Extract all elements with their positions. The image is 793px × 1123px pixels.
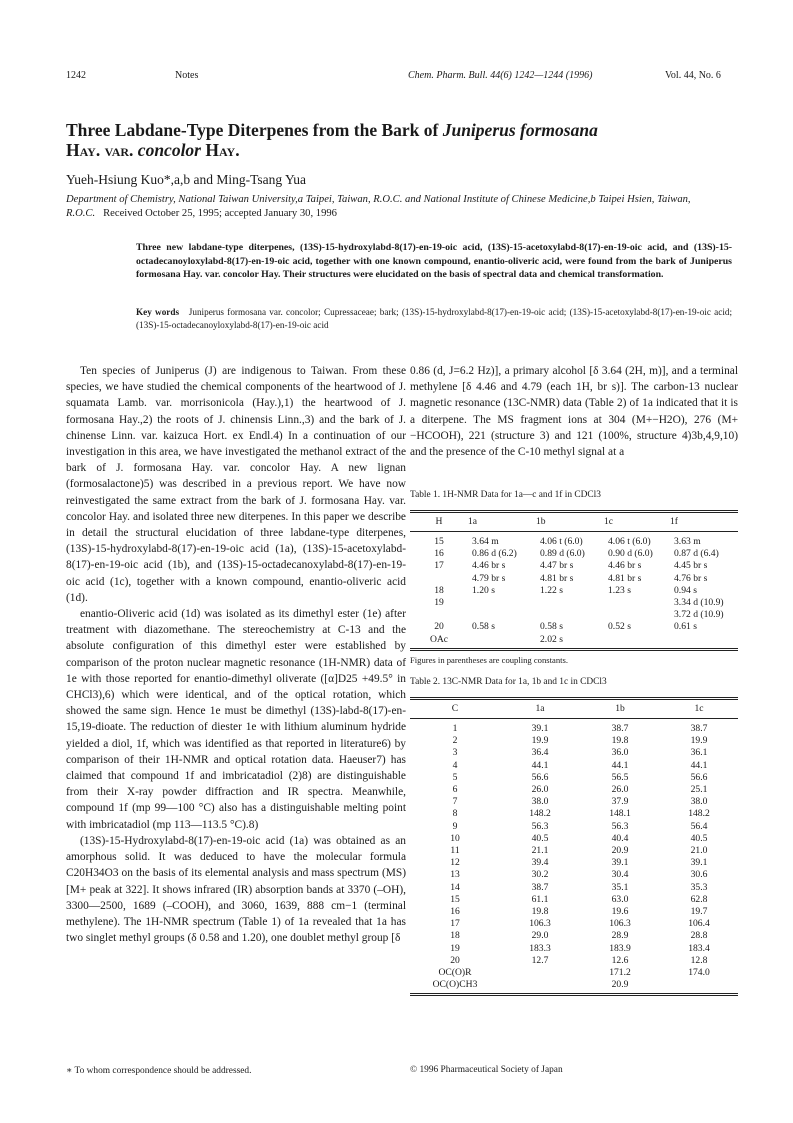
table2-row bbox=[410, 857, 738, 869]
table1-cell: 0.94 s bbox=[674, 584, 697, 596]
table2-cell: 61.1 bbox=[531, 893, 549, 905]
table1-cell: 1.20 s bbox=[472, 584, 495, 596]
table2-cell: 16 bbox=[450, 906, 460, 918]
table2-cell: 29.0 bbox=[531, 930, 549, 942]
table1-cell: 0.89 d (6.0) bbox=[540, 548, 585, 560]
table1-header-cell: 1b bbox=[536, 512, 604, 532]
table2-cell: 11 bbox=[450, 845, 460, 857]
table2-cell: 36.1 bbox=[690, 747, 708, 759]
table2-cell: 19.8 bbox=[531, 906, 549, 918]
table2-cell bbox=[500, 979, 580, 995]
table1-cell: 1.23 s bbox=[608, 584, 631, 596]
table2-cell: 5 bbox=[452, 771, 458, 783]
body-left-column bbox=[66, 363, 406, 946]
table2-cell: 56.5 bbox=[611, 771, 629, 783]
table2-cell: 56.6 bbox=[531, 771, 549, 783]
table2-cell: 2 bbox=[452, 735, 458, 747]
table1-row bbox=[410, 585, 738, 597]
table1-caption: Table 1. 1H-NMR Data for 1a—c and 1f in CDCl3 bbox=[410, 490, 601, 500]
table1-cell: 0.58 s bbox=[472, 621, 495, 633]
table2-cell: 37.9 bbox=[611, 796, 629, 808]
table2-cell: 13 bbox=[450, 869, 460, 881]
table2-cell: 19.6 bbox=[611, 906, 629, 918]
body-paragraph: (13S)-15-Hydroxylabd-8(17)-en-19-oic acid (1a) was obtained as an amorphous solid. It was deduced to have the molecular formula C20H34O3 on the basis of its elemental analysis and mass spectrum (MS) [M+ peak at 322]. It shows infrared (IR) absorption bands at 3370 (–OH), 3300—2500, 1689 (–COOH), and 3060, 1639, 888 cm−1 (terminal methylene). The 1H-NMR spectrum (Table 1) of 1a revealed that 1a has two singlet methyl groups (δ 0.58 and 1.20), one doublet methyl group [δ bbox=[66, 834, 406, 945]
table2-cell: 39.1 bbox=[531, 723, 549, 734]
table2-cell: 25.1 bbox=[690, 784, 708, 796]
table2-cell: 183.3 bbox=[529, 942, 551, 954]
table1 bbox=[410, 510, 738, 651]
table2-cell: 39.1 bbox=[611, 857, 629, 869]
table2-cell: 35.3 bbox=[690, 881, 708, 893]
table1-cell bbox=[604, 634, 670, 650]
table2-cell: 30.4 bbox=[611, 869, 629, 881]
table2-row bbox=[410, 760, 738, 772]
table2-cell: 30.6 bbox=[690, 869, 708, 881]
table1-cell bbox=[536, 597, 604, 609]
table2-cell: 18 bbox=[450, 930, 460, 942]
table2-row bbox=[410, 784, 738, 796]
table2-cell: 8 bbox=[452, 808, 458, 820]
table2-row bbox=[410, 979, 738, 995]
affiliation: Department of Chemistry, National Taiwan University,a Taipei, Taiwan, R.O.C. and National Institute of Chinese Medicine,b Taipei Hsien, Taiwan, R.O.C. Received October 25, 1995; accepted January 30, 1996 bbox=[66, 194, 691, 219]
table2-row bbox=[410, 869, 738, 881]
table2-cell: 20.9 bbox=[580, 979, 660, 995]
table2-cell: 36.4 bbox=[531, 747, 549, 759]
table2-cell: 44.1 bbox=[531, 759, 549, 771]
table2-row bbox=[410, 719, 738, 736]
table2-cell: 183.9 bbox=[609, 942, 631, 954]
table1-cell bbox=[468, 609, 536, 621]
table2-cell: 148.2 bbox=[688, 808, 710, 820]
correspondence-note: ∗ To whom correspondence should be addressed. bbox=[66, 1066, 252, 1076]
table2-cell: 3 bbox=[452, 747, 458, 759]
table2-row bbox=[410, 796, 738, 808]
table2-cell: 148.1 bbox=[609, 808, 631, 820]
table2-row bbox=[410, 918, 738, 930]
table2-row bbox=[410, 955, 738, 967]
table1-cell: 19 bbox=[434, 597, 444, 609]
table2-cell: 9 bbox=[452, 820, 458, 832]
table2-cell: 148.2 bbox=[529, 808, 551, 820]
table1-row bbox=[410, 573, 738, 585]
table2-cell: 12 bbox=[450, 857, 460, 869]
table2-cell: 171.2 bbox=[609, 967, 631, 979]
table1-row bbox=[410, 634, 738, 650]
abstract: Three new labdane-type diterpenes, (13S)-15-hydroxylabd-8(17)-en-19-oic acid, (13S)-15-acetoxylabd-8(17)-en-19-oic acid, and (13S)-15-octadecanoyloxylabd-8(17)-en-19-oic acid, together with one known compound, enantio-oliveric acid, were found from the bark of Juniperus formosana Hay. var. concolor Hay. Their structures were elucidated on the basis of spectral data and chemical transformation. bbox=[136, 242, 732, 280]
table2-caption: Table 2. 13C-NMR Data for 1a, 1b and 1c in CDCl3 bbox=[410, 677, 607, 687]
table1-row bbox=[410, 548, 738, 560]
body-paragraph: enantio-Oliveric acid (1d) was isolated as its dimethyl ester (1e) after treatment with diazomethane. The stereochemistry at C-13 and the absolute configuration of this dimethyl ester were established by comparison of the proton nuclear magnetic resonance (1H-NMR) data of 1e with those reported for enantio-dimethyl oliverate ([α]D25 +49.5° in CHCl3),6) which were identical, and of the optical rotation, which showed the same sign. Hence 1e must be dimethyl (13S)-labd-8(17)-en-15,19-dioate. The reduction of diester 1e with lithium aluminum hydride yielded a diol, 1f, which was identified as that reported in literature6) by comparison of their 1H-NMR and optical rotation data. Haeuser7) has claimed that compound 1f and imbricatadiol (2)8) are distinguishable from their X-ray powder diffraction and IR spectra. Meanwhile, compound 1f (mp 99—100 °C) also has a distinguishable melting point with imbricatadiol (mp 113—113.5 °C).8) bbox=[66, 608, 406, 831]
table1-header-cell: H bbox=[410, 512, 468, 532]
table1-cell bbox=[468, 597, 536, 609]
table2-cell: 63.0 bbox=[611, 893, 629, 905]
table1-cell bbox=[410, 609, 468, 621]
table2-cell: 38.7 bbox=[690, 723, 708, 734]
table2-cell: 40.5 bbox=[690, 832, 708, 844]
table2-cell: 183.4 bbox=[688, 942, 710, 954]
table1-cell: 17 bbox=[434, 560, 444, 572]
table2-row bbox=[410, 967, 738, 979]
table1-header-cell: 1a bbox=[468, 512, 536, 532]
table2-cell: 26.0 bbox=[531, 784, 549, 796]
table2-cell: 106.3 bbox=[529, 918, 551, 930]
table1-cell: 4.46 br s bbox=[608, 560, 642, 572]
table2-cell: 21.1 bbox=[531, 845, 549, 857]
table1-cell: 16 bbox=[434, 548, 444, 560]
table2-row bbox=[410, 808, 738, 820]
table2-cell: 56.3 bbox=[531, 820, 549, 832]
table1-cell: 4.81 br s bbox=[540, 572, 574, 584]
table1-cell: 4.81 br s bbox=[608, 572, 642, 584]
table1-cell: 4.79 br s bbox=[472, 572, 506, 584]
table2-cell: 38.0 bbox=[531, 796, 549, 808]
table1-cell: 3.63 m bbox=[674, 536, 701, 547]
table2-cell: 56.4 bbox=[690, 820, 708, 832]
table2-cell: 15 bbox=[450, 893, 460, 905]
table2-cell: 44.1 bbox=[611, 759, 629, 771]
table1-row bbox=[410, 560, 738, 572]
table1-cell: 4.76 br s bbox=[674, 572, 708, 584]
table2 bbox=[410, 697, 738, 996]
table2-cell: 14 bbox=[450, 881, 460, 893]
table1-cell bbox=[536, 609, 604, 621]
table1-cell: 4.47 br s bbox=[540, 560, 574, 572]
body-right-column bbox=[410, 363, 738, 460]
table1-row bbox=[410, 621, 738, 633]
table2-cell: 7 bbox=[452, 796, 458, 808]
table1-cell bbox=[670, 634, 738, 650]
table2-cell: OC(O)R bbox=[438, 967, 472, 979]
table2-cell: 19.7 bbox=[690, 906, 708, 918]
table2-cell: 10 bbox=[450, 832, 460, 844]
table1-cell: 4.06 t (6.0) bbox=[540, 536, 583, 547]
body-paragraph: 0.86 (d, J=6.2 Hz)], a primary alcohol [δ 3.64 (2H, m)], and a terminal methylene [δ 4.46 and 4.79 (each 1H, br s)]. The carbon-13 nuclear magnetic resonance (13C-NMR) data (Table 2) of 1a indicated that it is a diterpene. The MS fragment ions at 304 (M+−H2O), 276 (M+−HCOOH), 221 (structure 3) and 121 (100%, structure 4)3b,4,9,10) and the presence of the C-10 methyl signal at a bbox=[410, 365, 738, 459]
body-paragraph: Ten species of Juniperus (J) are indigenous to Taiwan. From these species, we have studied the chemical components of the heartwood of J. squamata Lamb. var. morrisonicola (Hay.),1) the heartwood of J. formosana Hay.,2) the roots of J. chinensis Linn.,3) and the bark of J. chinense Linn. var. kaizuca Hort. ex Endl.4) In a continuation of our investigation in this area, we have investigated the methanol extract of the bark of J. formosana Hay. var. concolor Hay. A new lignan (formosalactone)5) was described in a previous report. We have now reinvestigated the same extract from the bark of J. formosana Hay. var. concolor Hay. and isolated three new diterpenes. In this paper we describe in detail the structural elucidation of three labdane-type diterpenes, (13S)-15-hydroxylabd-8(17)-en-19-oic acid (1a), (13S)-15-acetoxylabd-8(17)-en-19-oic acid (1b), and (13S)-15-octadecanoxylabd-8(17)-en-19-oic acid (1c), together with a known compound, enantio-oliveric acid (1d). bbox=[66, 365, 406, 604]
table2-cell: 106.3 bbox=[609, 918, 631, 930]
table1-row bbox=[410, 609, 738, 621]
table2-cell: 6 bbox=[452, 784, 458, 796]
table2-row bbox=[410, 833, 738, 845]
table2-row bbox=[410, 772, 738, 784]
table2-header-cell: 1c bbox=[660, 699, 738, 719]
table2-cell: 56.3 bbox=[611, 820, 629, 832]
table2-cell: 62.8 bbox=[690, 893, 708, 905]
table2-cell: 28.9 bbox=[611, 930, 629, 942]
table2-header-cell: 1b bbox=[580, 699, 660, 719]
table2-cell: 38.0 bbox=[690, 796, 708, 808]
table1-footnote: Figures in parentheses are coupling constants. bbox=[410, 655, 568, 665]
table2-cell: 38.7 bbox=[531, 881, 549, 893]
table2-cell: 19 bbox=[450, 942, 460, 954]
table1-row bbox=[410, 532, 738, 549]
table2-row bbox=[410, 930, 738, 942]
table2-row bbox=[410, 882, 738, 894]
table2-cell: 19.9 bbox=[690, 735, 708, 747]
journal-citation: Chem. Pharm. Bull. 44(6) 1242—1244 (1996) bbox=[408, 70, 593, 81]
table1-header-cell: 1c bbox=[604, 512, 670, 532]
table2-cell: 56.6 bbox=[690, 771, 708, 783]
table1-cell: 0.52 s bbox=[608, 621, 631, 633]
table1-cell: 4.46 br s bbox=[472, 560, 506, 572]
keywords-label: Key words bbox=[136, 307, 180, 317]
table2-cell: 35.1 bbox=[611, 881, 629, 893]
table1-cell: 18 bbox=[434, 584, 444, 596]
table2-cell: 20.9 bbox=[611, 845, 629, 857]
table2-cell: 12.6 bbox=[611, 954, 629, 966]
table2-cell: 28.8 bbox=[690, 930, 708, 942]
table2-row bbox=[410, 735, 738, 747]
table2-cell: 38.7 bbox=[611, 723, 629, 734]
table2-cell: 12.8 bbox=[690, 954, 708, 966]
received-date: Received October 25, 1995; accepted January 30, 1996 bbox=[103, 208, 337, 219]
page-number: 1242 bbox=[66, 70, 86, 81]
table2-row bbox=[410, 821, 738, 833]
table2-row bbox=[410, 845, 738, 857]
table2-cell: 1 bbox=[452, 723, 458, 734]
table2-cell: 4 bbox=[452, 759, 458, 771]
table2-cell: 26.0 bbox=[611, 784, 629, 796]
table2-cell: 36.0 bbox=[611, 747, 629, 759]
table1-row bbox=[410, 597, 738, 609]
table1-cell: OAc bbox=[410, 634, 468, 650]
table2-row bbox=[410, 747, 738, 759]
table2-row bbox=[410, 894, 738, 906]
copyright: © 1996 Pharmaceutical Society of Japan bbox=[410, 1065, 563, 1075]
table2-cell: 106.4 bbox=[688, 918, 710, 930]
table1-cell bbox=[604, 597, 670, 609]
article-title: Three Labdane-Type Diterpenes from the Bark of Juniperus formosana Hay. var. concolor Hay. bbox=[66, 120, 598, 160]
table2-cell: 19.9 bbox=[531, 735, 549, 747]
table2-cell: 30.2 bbox=[531, 869, 549, 881]
table1-cell: 3.64 m bbox=[472, 536, 499, 547]
table1-cell: 4.45 br s bbox=[674, 560, 708, 572]
table2-cell: 12.7 bbox=[531, 954, 549, 966]
table2-cell: 39.1 bbox=[690, 857, 708, 869]
table2-cell: 39.4 bbox=[531, 857, 549, 869]
table1-header-cell: 1f bbox=[670, 512, 738, 532]
table1-cell: 3.34 d (10.9) bbox=[674, 597, 724, 609]
table2-cell: 40.5 bbox=[531, 832, 549, 844]
table2-cell: 40.4 bbox=[611, 832, 629, 844]
section-label: Notes bbox=[175, 70, 199, 81]
table1-cell: 2.02 s bbox=[536, 634, 604, 650]
table1-cell: 0.87 d (6.4) bbox=[674, 548, 719, 560]
table2-cell: 20 bbox=[450, 954, 460, 966]
table2-cell bbox=[500, 967, 580, 979]
volume-label: Vol. 44, No. 6 bbox=[665, 70, 721, 81]
table1-cell bbox=[410, 573, 468, 585]
table1-cell bbox=[468, 634, 536, 650]
table1-cell: 4.06 t (6.0) bbox=[608, 536, 651, 547]
author-list: Yueh-Hsiung Kuo*,a,b and Ming-Tsang Yua bbox=[66, 172, 307, 187]
table2-cell: 21.0 bbox=[690, 845, 708, 857]
table2-row bbox=[410, 906, 738, 918]
table1-cell: 1.22 s bbox=[540, 584, 563, 596]
table2-header-cell: 1a bbox=[500, 699, 580, 719]
table2-row bbox=[410, 943, 738, 955]
table1-cell: 0.61 s bbox=[674, 621, 697, 633]
table1-cell: 0.90 d (6.0) bbox=[608, 548, 653, 560]
table2-cell bbox=[660, 979, 738, 995]
table1-cell bbox=[604, 609, 670, 621]
table1-cell: 0.58 s bbox=[540, 621, 563, 633]
table2-cell: OC(O)CH3 bbox=[410, 979, 500, 995]
table1-cell: 20 bbox=[434, 621, 444, 633]
table2-header-cell: C bbox=[410, 699, 500, 719]
keywords: Key words Juniperus formosana var. concolor; Cupressaceae; bark; (13S)-15-hydroxylabd-8(17)-en-19-oic acid; (13S)-15-acetoxylabd-8(17)-en-19-oic acid; (13S)-15-octadecanoyloxylabd-8(17)-en-19-oic acid bbox=[136, 307, 733, 330]
table2-cell: 44.1 bbox=[690, 759, 708, 771]
table1-cell: 0.86 d (6.2) bbox=[472, 548, 517, 560]
table1-cell: 3.72 d (10.9) bbox=[674, 609, 724, 621]
table1-cell: 15 bbox=[434, 536, 444, 547]
table2-cell: 19.8 bbox=[611, 735, 629, 747]
table2-cell: 17 bbox=[450, 918, 460, 930]
table2-cell: 174.0 bbox=[688, 967, 710, 979]
